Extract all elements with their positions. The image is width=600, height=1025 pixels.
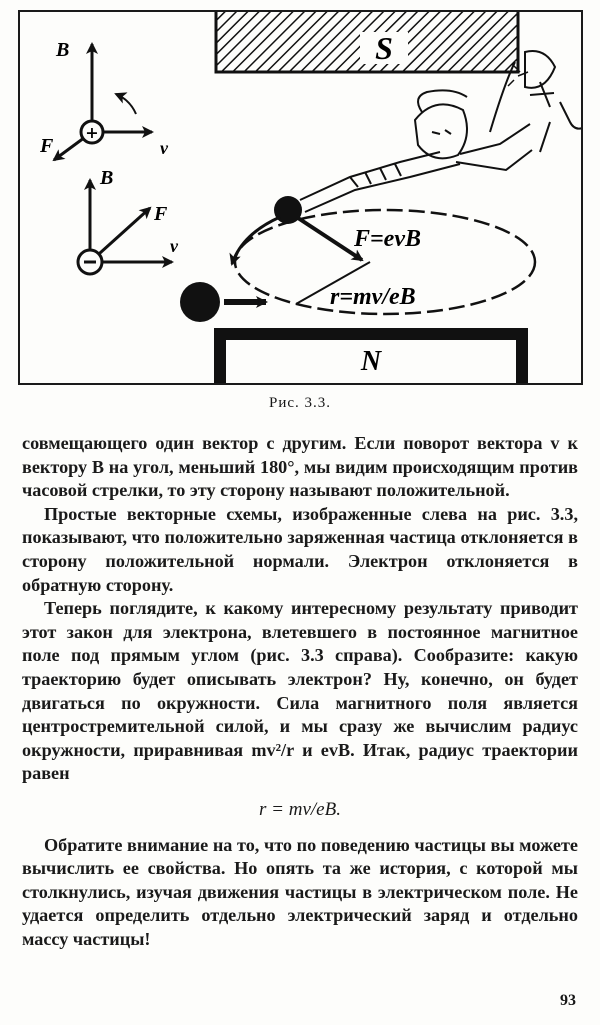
vec-f-label-2: F	[154, 203, 168, 225]
magnet-north-label: N	[360, 346, 382, 377]
magnet-south-label: S	[375, 30, 393, 66]
vec-b-label-2: B	[100, 167, 114, 189]
formula: r = mv/eB.	[259, 798, 341, 820]
vec-f-label: F	[40, 135, 54, 157]
figure-illustration	[20, 12, 583, 385]
cartoon-figure	[300, 51, 583, 212]
magnet-south	[216, 12, 518, 72]
plus-sign: +	[85, 123, 99, 142]
paragraph-4: Обратите внимание на то, что по поведению частицы вы можете вычислить ее свойства. Но опять та же история, с которой мы столкнулись, изучая движения частицы в электрическом поле. Не удается определить отдельно электрический заряд и отдельно массу частицы!	[22, 834, 578, 949]
page-number: 93	[560, 992, 576, 1009]
paragraph-2: Простые векторные схемы, изображенные слева на рис. 3.3, показывают, что положительно заряженная частица отклоняется в сторону положительной нормали. Электрон отклоняется в обратную сторону.	[22, 503, 578, 595]
paragraph-1: совмещающего один вектор с другим. Если поворот вектора v к вектору B на угол, меньший 180°, мы видим происходящим против часовой стрелки, то эту сторону называют положительной.	[22, 433, 578, 501]
vector-diagram-negative	[78, 167, 179, 274]
vec-v-label: v	[160, 138, 168, 158]
body-text	[22, 432, 578, 951]
paragraph-3: Теперь поглядите, к какому интересному результату приводит этот закон для электрона, влетевшего в постоянное магнитное поле под прямым углом (рис. 3.3 справа). Сообразите: какую траекторию будет описывать электрон? Ну, конечно, он будет двигаться по окружности. Сила магнитного поля является центростремительной силой, и мы сразу же вычислим радиус окружности, приравнивая mv²/r и evB. Итак, радиус траектории равен	[22, 598, 578, 784]
force-formula: F=evB	[354, 226, 421, 252]
vector-diagram-positive	[39, 39, 169, 160]
figure-3-3	[18, 10, 583, 385]
vec-v-label-2: v	[170, 236, 178, 256]
vec-b-label: B	[56, 39, 70, 61]
incoming-electron	[180, 282, 266, 322]
radius-formula: r=mv/eB	[330, 284, 416, 310]
magnet-north	[220, 334, 522, 385]
figure-caption: Рис. 3.3.	[268, 395, 332, 411]
